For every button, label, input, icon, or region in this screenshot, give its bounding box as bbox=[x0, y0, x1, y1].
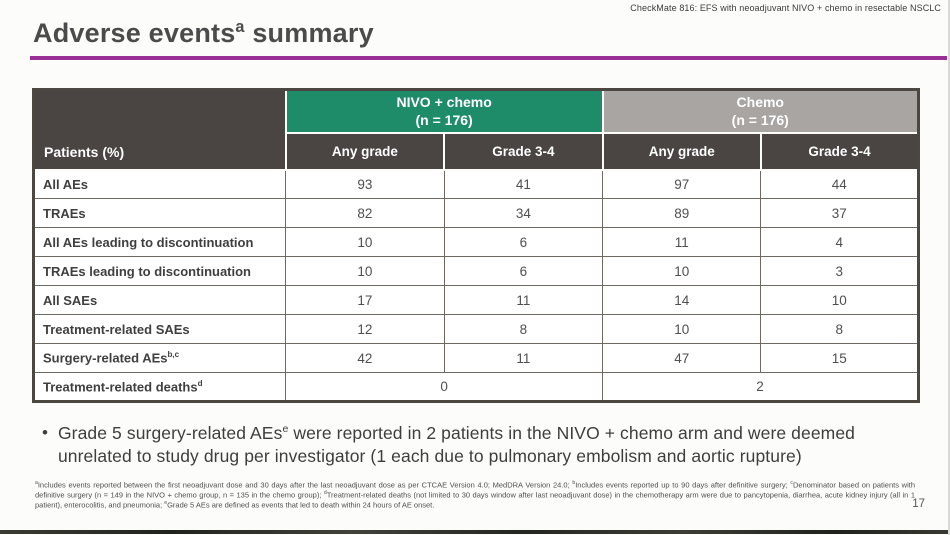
video-progress-strip bbox=[0, 530, 950, 534]
row-label-text: All SAEs bbox=[43, 292, 98, 308]
row-label-text: All AEs bbox=[43, 176, 89, 192]
footnote-marker: c bbox=[790, 480, 793, 486]
value-cell: 17 bbox=[286, 286, 444, 315]
chemo-group-name: Chemo bbox=[736, 94, 784, 111]
row-label bbox=[34, 170, 286, 199]
bullet-marker: • bbox=[42, 423, 48, 442]
value-cell: 37 bbox=[761, 199, 919, 228]
column-header-nivo-grade-3-4: Grade 3-4 bbox=[444, 133, 602, 170]
ae-table-body bbox=[34, 170, 919, 402]
patients-label: Patients (%) bbox=[44, 143, 125, 160]
row-label bbox=[34, 373, 286, 402]
value-cell: 10 bbox=[286, 228, 444, 257]
row-label-superscript: d bbox=[197, 378, 203, 388]
nivo-group-name: NIVO + chemo bbox=[396, 94, 492, 111]
table-row bbox=[34, 373, 919, 402]
value-cell: 42 bbox=[286, 344, 444, 373]
group-header-row bbox=[34, 90, 919, 133]
value-cell: 44 bbox=[761, 170, 919, 199]
row-label bbox=[34, 228, 286, 257]
footnote-text: Grade 5 AEs are defined as events that led to death within 24 hours of AE onset. bbox=[167, 500, 435, 510]
value-cell: 47 bbox=[603, 344, 761, 373]
value-cell: 0 bbox=[286, 373, 603, 402]
chemo-group-n: (n = 176) bbox=[731, 112, 789, 129]
bullet-superscript: e bbox=[282, 423, 289, 436]
column-header-chemo-grade-3-4: Grade 3-4 bbox=[761, 133, 919, 170]
footnotes bbox=[35, 480, 915, 510]
title-accent-rule bbox=[30, 56, 947, 60]
row-label bbox=[34, 199, 286, 228]
row-label-text: Surgery-related AEs bbox=[43, 350, 168, 366]
value-cell: 6 bbox=[444, 228, 602, 257]
slide-header-note: CheckMate 816: EFS with neoadjuvant NIVO + chemo in resectable NSCLC bbox=[630, 3, 941, 13]
row-label-text: Treatment-related deaths bbox=[43, 379, 198, 395]
value-cell: 11 bbox=[444, 344, 602, 373]
value-cell: 11 bbox=[444, 286, 602, 315]
value-cell: 14 bbox=[603, 286, 761, 315]
value-cell: 12 bbox=[286, 315, 444, 344]
row-label bbox=[34, 344, 286, 373]
bullet-point bbox=[42, 422, 894, 468]
value-cell: 3 bbox=[761, 257, 919, 286]
title-rest: summary bbox=[244, 18, 374, 48]
table-corner-patients-label bbox=[34, 90, 286, 170]
bullet-text bbox=[58, 422, 894, 468]
title-superscript: a bbox=[235, 18, 245, 36]
value-cell: 34 bbox=[444, 199, 602, 228]
value-cell: 6 bbox=[444, 257, 602, 286]
value-cell: 10 bbox=[603, 315, 761, 344]
footnote-marker: a bbox=[35, 480, 38, 486]
footnote-marker: b bbox=[572, 480, 576, 486]
footnote-marker: e bbox=[164, 499, 168, 506]
value-cell: 41 bbox=[444, 170, 602, 199]
value-cell: 89 bbox=[603, 199, 761, 228]
value-cell: 93 bbox=[286, 170, 444, 199]
table-row bbox=[34, 257, 919, 286]
table-row bbox=[34, 228, 919, 257]
footnote-marker: d bbox=[323, 489, 327, 496]
value-cell: 10 bbox=[286, 257, 444, 286]
column-group-chemo bbox=[603, 90, 919, 133]
row-label-text: TRAEs leading to discontinuation bbox=[43, 263, 251, 279]
row-label-superscript: b,c bbox=[167, 350, 180, 360]
value-cell: 4 bbox=[761, 228, 919, 257]
column-header-chemo-any-grade: Any grade bbox=[603, 133, 761, 170]
table-row bbox=[34, 199, 919, 228]
row-label bbox=[34, 286, 286, 315]
value-cell: 97 bbox=[603, 170, 761, 199]
column-header-nivo-any-grade: Any grade bbox=[286, 133, 444, 170]
value-cell: 11 bbox=[603, 228, 761, 257]
value-cell: 10 bbox=[603, 257, 761, 286]
table-row bbox=[34, 344, 919, 373]
adverse-events-table bbox=[32, 88, 920, 403]
nivo-group-n: (n = 176) bbox=[415, 112, 473, 129]
value-cell: 10 bbox=[761, 286, 919, 315]
table-row bbox=[34, 170, 919, 199]
value-cell: 82 bbox=[286, 199, 444, 228]
value-cell: 2 bbox=[603, 373, 919, 402]
bullet-rest: were reported in 2 patients in the NIVO + chemo arm and were deemed unrelated to study drug per investigator (1 each due to pulmonary embolism and aortic rupture) bbox=[57, 423, 856, 466]
row-label bbox=[34, 315, 286, 344]
table-row bbox=[34, 315, 919, 344]
value-cell: 8 bbox=[444, 315, 602, 344]
value-cell: 15 bbox=[761, 344, 919, 373]
page-number: 17 bbox=[912, 498, 925, 510]
footnote-text: Includes events reported up to 90 days after definitive surgery; bbox=[575, 480, 791, 490]
row-label-text: All AEs leading to discontinuation bbox=[43, 234, 254, 250]
footnote-text: Denominator based on patients with definitive surgery (n = 149 in the NIVO + chemo group, n = 135 in the chemo group); bbox=[35, 480, 915, 500]
footnote-text: Includes events reported between the first neoadjuvant dose and 30 days after the last neoadjuvant dose as per CTCAE Version 4.0; MedDRA Version 24.0; bbox=[37, 480, 573, 490]
row-label-text: TRAEs bbox=[43, 205, 86, 221]
page-title bbox=[33, 18, 374, 49]
table-row bbox=[34, 286, 919, 315]
title-lead: Adverse events bbox=[33, 18, 236, 48]
value-cell: 8 bbox=[761, 315, 919, 344]
row-label bbox=[34, 257, 286, 286]
footnote-text: Treatment-related deaths (not limited to 30 days window after last neoadjuvant dose) in the chemotherapy arm were due to pancytopenia, diarrhea, acute kidney injury (all in 1 patient), enterocolitis, and pneumonia; bbox=[35, 490, 915, 510]
column-group-nivo-chemo bbox=[286, 90, 603, 133]
bullet-lead: Grade 5 surgery-related AEs bbox=[57, 423, 283, 443]
row-label-text: Treatment-related SAEs bbox=[43, 321, 190, 337]
